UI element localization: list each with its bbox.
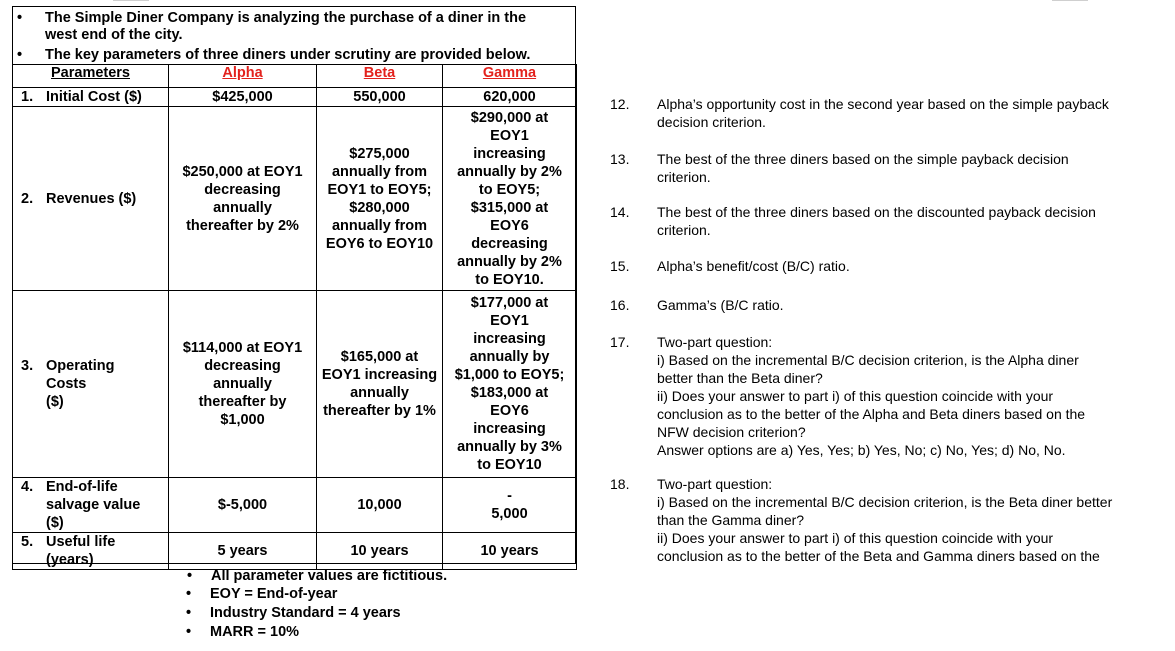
parameter-label-cell — [13, 291, 169, 478]
question-line: NFW decision criterion? — [657, 424, 806, 440]
cell-line: 5,000 — [491, 506, 528, 522]
cell-line: $290,000 at — [470, 109, 549, 126]
question-line: decision criterion. — [657, 114, 766, 130]
parameter-label-text — [46, 88, 168, 106]
parameter-number: 4. — [21, 479, 34, 495]
top-edge-mark-left — [113, 0, 149, 1]
question-text — [657, 475, 1172, 565]
question-line: i) Based on the incremental B/C decision criterion, is the Alpha diner — [657, 352, 1079, 368]
label-line: (years) — [46, 552, 94, 568]
label-line: Initial Cost ($) — [46, 89, 142, 105]
note-text: MARR = 10% — [210, 624, 300, 640]
question-line: ii) Does your answer to part i) of this question coincide with your — [657, 388, 1054, 404]
cell-line: $165,000 at — [340, 349, 419, 365]
cell-line: $1,000 — [220, 412, 265, 428]
question-line: better than the Beta diner? — [657, 370, 823, 386]
question-number: 12. — [610, 96, 630, 112]
header-beta: Beta — [317, 65, 443, 88]
value-cell-beta — [317, 291, 443, 478]
cell-line: 10 years — [350, 543, 409, 559]
bullet-dot: • — [187, 568, 193, 584]
cell-line: 10 years — [480, 543, 539, 559]
cell-line: - — [507, 488, 512, 504]
bullet-dot: • — [17, 10, 23, 26]
cell-line: annually by 3% — [457, 439, 562, 455]
cell-line: $250,000 at EOY1 — [182, 163, 303, 180]
label-line: salvage value — [46, 497, 141, 513]
cell-line: $114,000 at EOY1 — [182, 340, 303, 356]
cell-line: annually — [350, 385, 409, 401]
cell-line: EOY6 to EOY10 — [325, 235, 434, 252]
parameter-number: 1. — [21, 89, 34, 105]
question-line: i) Based on the incremental B/C decision criterion, is the Beta diner better — [657, 494, 1113, 510]
label-line: Useful life — [46, 534, 116, 550]
cell-line: decreasing — [471, 235, 548, 252]
parameter-label-cell — [13, 107, 169, 291]
value-cell-gamma — [443, 107, 577, 291]
cell-line: annually from — [331, 163, 428, 180]
value-cell-beta — [317, 533, 443, 570]
question-line: ii) Does your answer to part i) of this question coincide with your — [657, 530, 1054, 546]
header-alpha: Alpha — [169, 65, 317, 88]
cell-line: $183,000 at — [470, 385, 549, 401]
question-line: Answer options are a) Yes, Yes; b) Yes, No; c) No, Yes; d) No, No. — [657, 442, 1066, 458]
intro-line: The Simple Diner Company is analyzing the purchase of a diner in the — [45, 10, 527, 26]
cell-line: $1,000 to EOY5; — [454, 367, 565, 383]
parameter-label-cell — [13, 478, 169, 533]
question-number: 14. — [610, 204, 630, 220]
question-line: criterion. — [657, 169, 711, 185]
table-header-row — [13, 65, 577, 88]
header-parameters: Parameters — [13, 65, 169, 88]
cell-line: to EOY10 — [477, 457, 542, 473]
intro-line: The key parameters of three diners under scrutiny are provided below. — [45, 47, 531, 63]
question-number: 15. — [610, 258, 630, 274]
cell-line: EOY1 increasing — [321, 367, 438, 383]
value-cell-alpha — [169, 88, 317, 107]
question-number: 18. — [610, 476, 630, 492]
parameter-label-cell — [13, 88, 169, 107]
value-cell-gamma — [443, 88, 577, 107]
cell-line: decreasing — [204, 181, 281, 198]
value-cell-alpha — [169, 291, 317, 478]
cell-line: annually by 2% — [457, 253, 562, 270]
value-cell-gamma — [443, 291, 577, 478]
label-line: Operating — [46, 358, 115, 374]
value-cell-gamma — [443, 478, 577, 533]
label-line: Revenues ($) — [46, 190, 137, 207]
question-text — [657, 95, 1172, 131]
cell-line: EOY1 to EOY5; — [327, 181, 432, 198]
bullet-dot: • — [186, 624, 192, 640]
cell-line: annually by — [469, 349, 550, 365]
question-number: 16. — [610, 297, 630, 313]
value-cell-beta — [317, 478, 443, 533]
parameter-number: 5. — [21, 534, 34, 550]
table-row — [13, 107, 577, 291]
cell-line: annually — [213, 376, 272, 392]
cell-line: 620,000 — [483, 89, 536, 105]
top-edge-mark-right — [1052, 0, 1088, 1]
cell-line: to EOY10. — [475, 271, 544, 288]
parameter-label-text — [46, 533, 168, 569]
parameter-label — [13, 478, 168, 532]
cell-line: $425,000 — [212, 89, 273, 105]
cell-line: thereafter by 1% — [323, 403, 436, 419]
cell-line: EOY6 — [490, 403, 529, 419]
question-line: conclusion as to the better of the Alpha and Beta diners based on the — [657, 406, 1086, 422]
parameter-label-cell — [13, 533, 169, 570]
parameter-label — [13, 190, 168, 208]
cell-line: thereafter by — [198, 394, 287, 410]
diner-parameters-panel — [12, 6, 576, 584]
cell-line: $280,000 — [349, 199, 410, 216]
question-line: criterion. — [657, 222, 711, 238]
question-line: Two-part question: — [657, 476, 773, 492]
question-line: The best of the three diners based on the discounted payback decision — [657, 204, 1096, 220]
question-text — [657, 203, 1172, 239]
parameter-number: 3. — [21, 358, 34, 374]
intro-line: west end of the city. — [45, 27, 183, 43]
note-text: Industry Standard = 4 years — [210, 605, 401, 621]
question-number: 13. — [610, 151, 630, 167]
table-row — [13, 478, 577, 533]
question-line: Two-part question: — [657, 334, 773, 350]
cell-line: annually — [213, 199, 272, 216]
question-line: than the Gamma diner? — [657, 512, 805, 528]
cell-line: 550,000 — [353, 89, 406, 105]
cell-line: EOY1 — [490, 127, 529, 144]
label-line: ($) — [46, 394, 64, 410]
parameter-label — [13, 533, 168, 569]
cell-line: increasing — [473, 145, 546, 162]
question-line: conclusion as to the better of the Beta and Gamma diners based on the — [657, 548, 1100, 564]
value-cell-alpha — [169, 478, 317, 533]
bullet-dot: • — [186, 605, 192, 621]
question-line: The best of the three diners based on the simple payback decision — [657, 151, 1069, 167]
cell-line: $275,000 — [349, 145, 410, 162]
parameter-label — [13, 88, 168, 106]
value-cell-alpha — [169, 107, 317, 291]
label-line: End-of-life — [46, 479, 118, 495]
parameter-label-text — [46, 357, 168, 411]
question-text — [657, 333, 1172, 459]
table-row — [13, 88, 577, 107]
question-line: Alpha’s benefit/cost (B/C) ratio. — [657, 258, 850, 274]
parameters-table — [12, 64, 577, 570]
note-text: EOY = End-of-year — [210, 586, 338, 602]
question-line: Alpha’s opportunity cost in the second year based on the simple payback — [657, 96, 1109, 112]
cell-line: increasing — [473, 331, 546, 347]
question-text — [657, 296, 1172, 314]
cell-line: $315,000 at — [470, 199, 549, 216]
cell-line: to EOY5; — [478, 181, 541, 198]
cell-line: annually by 2% — [457, 163, 562, 180]
cell-line: EOY1 — [490, 313, 529, 329]
cell-line: EOY6 — [490, 217, 529, 234]
cell-line: 5 years — [217, 543, 268, 559]
parameter-number: 2. — [21, 190, 34, 207]
value-cell-gamma — [443, 533, 577, 570]
label-line: Costs — [46, 376, 87, 392]
parameter-label-text — [46, 190, 168, 208]
cell-line: $177,000 at — [470, 295, 549, 311]
question-text — [657, 257, 1172, 275]
question-text — [657, 150, 1172, 186]
cell-line: $-5,000 — [217, 497, 268, 513]
question-number: 17. — [610, 334, 630, 350]
label-line: ($) — [46, 515, 64, 531]
cell-line: annually from — [331, 217, 428, 234]
value-cell-alpha — [169, 533, 317, 570]
bullet-dot: • — [17, 47, 23, 63]
cell-line: decreasing — [204, 358, 281, 374]
question-line: Gamma’s (B/C ratio. — [657, 297, 784, 313]
cell-line: 10,000 — [357, 497, 402, 513]
cell-line: thereafter by 2% — [186, 217, 299, 234]
header-gamma: Gamma — [443, 65, 577, 88]
value-cell-beta — [317, 107, 443, 291]
cell-line: increasing — [473, 421, 546, 437]
table-row — [13, 533, 577, 570]
note-text: All parameter values are fictitious. — [211, 568, 448, 584]
parameter-label — [13, 357, 168, 411]
parameter-label-text — [46, 478, 168, 532]
table-row — [13, 291, 577, 478]
bullet-dot: • — [186, 586, 192, 602]
value-cell-beta — [317, 88, 443, 107]
